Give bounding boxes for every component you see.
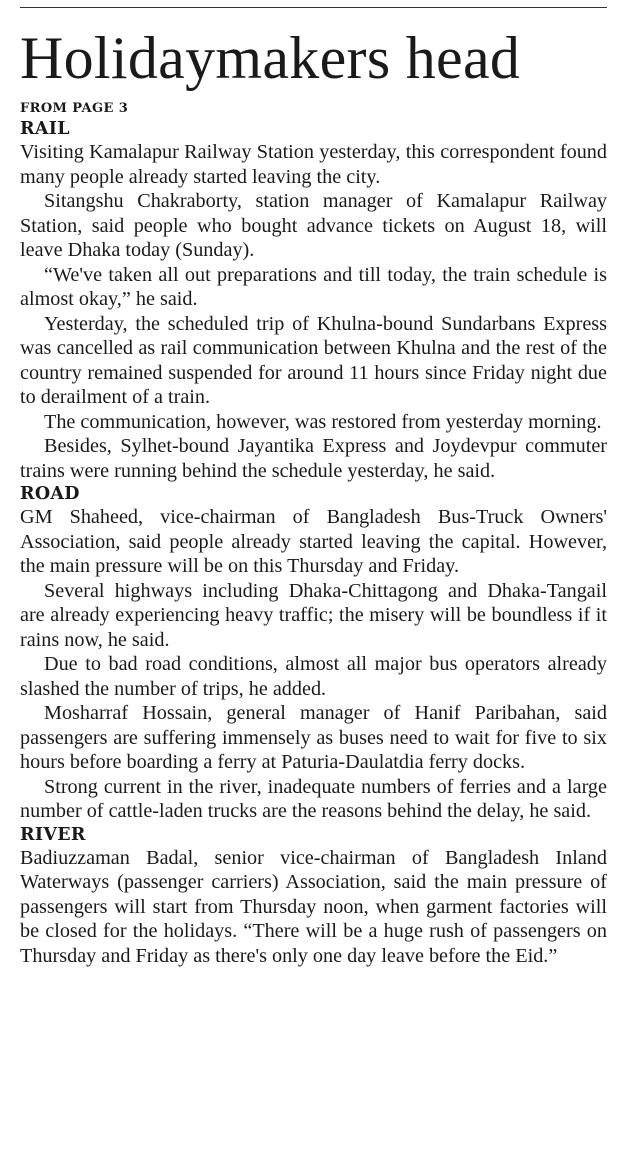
headline: Holidaymakers head xyxy=(20,25,521,91)
article xyxy=(20,0,607,968)
paragraph: Due to bad road conditions, almost all major bus operators already slashed the number of trips, he added. xyxy=(20,653,607,700)
section-river xyxy=(20,824,607,969)
paragraph: Several highways including Dhaka-Chittagong and Dhaka-Tangail are already experiencing heavy traffic; the misery will be boundless if it rains now, he said. xyxy=(20,579,607,651)
section-road xyxy=(20,483,607,824)
paragraph: Badiuzzaman Badal, senior vice-chairman of Bangladesh Inland Waterways (passenger carriers) Association, said the main pressure of passengers will start from Thursday noon, when garment factories will be closed for the holidays. “There will be a huge rush of passengers on Thursday and Friday as there's only one day leave before the Eid.” xyxy=(20,846,607,967)
paragraph: Besides, Sylhet-bound Jayantika Express and Joydevpur commuter trains were running behind the schedule yesterday, he said. xyxy=(20,435,607,482)
paragraph: Yesterday, the scheduled trip of Khulna-bound Sundarbans Express was cancelled as rail communication between Khulna and the rest of the country remained suspended for around 11 hours since Friday night due to derailment of a train. xyxy=(20,312,607,408)
section-heading-road: ROAD xyxy=(20,484,80,504)
paragraph: Mosharraf Hossain, general manager of Hanif Paribahan, said passengers are suffering immensely as buses need to wait for five to six hours before boarding a ferry at Paturia-Daulatdia ferry docks. xyxy=(20,702,607,773)
paragraph: “We've taken all out preparations and till today, the train schedule is almost okay,” he said. xyxy=(20,263,607,310)
section-heading-river: RIVER xyxy=(20,824,86,845)
paragraph: The communication, however, was restored from yesterday morning. xyxy=(44,410,602,433)
paragraph: Sitangshu Chakraborty, station manager of Kamalapur Railway Station, said people who bought advance tickets on August 18, will leave Dhaka today (Sunday). xyxy=(20,190,607,261)
section-heading-rail: RAIL xyxy=(20,119,70,139)
continued-from-label: FROM PAGE 3 xyxy=(20,101,129,116)
paragraph: GM Shaheed, vice-chairman of Bangladesh Bus-Truck Owners' Association, said people already started leaving the capital. However, the main pressure will be on this Thursday and Friday. xyxy=(20,506,607,577)
paragraph: Visiting Kamalapur Railway Station yesterday, this correspondent found many people already started leaving the city. xyxy=(20,141,607,188)
paragraph: Strong current in the river, inadequate numbers of ferries and a large number of cattle-laden trucks are the reasons behind the delay, he said. xyxy=(20,775,607,822)
section-rail xyxy=(20,118,607,483)
